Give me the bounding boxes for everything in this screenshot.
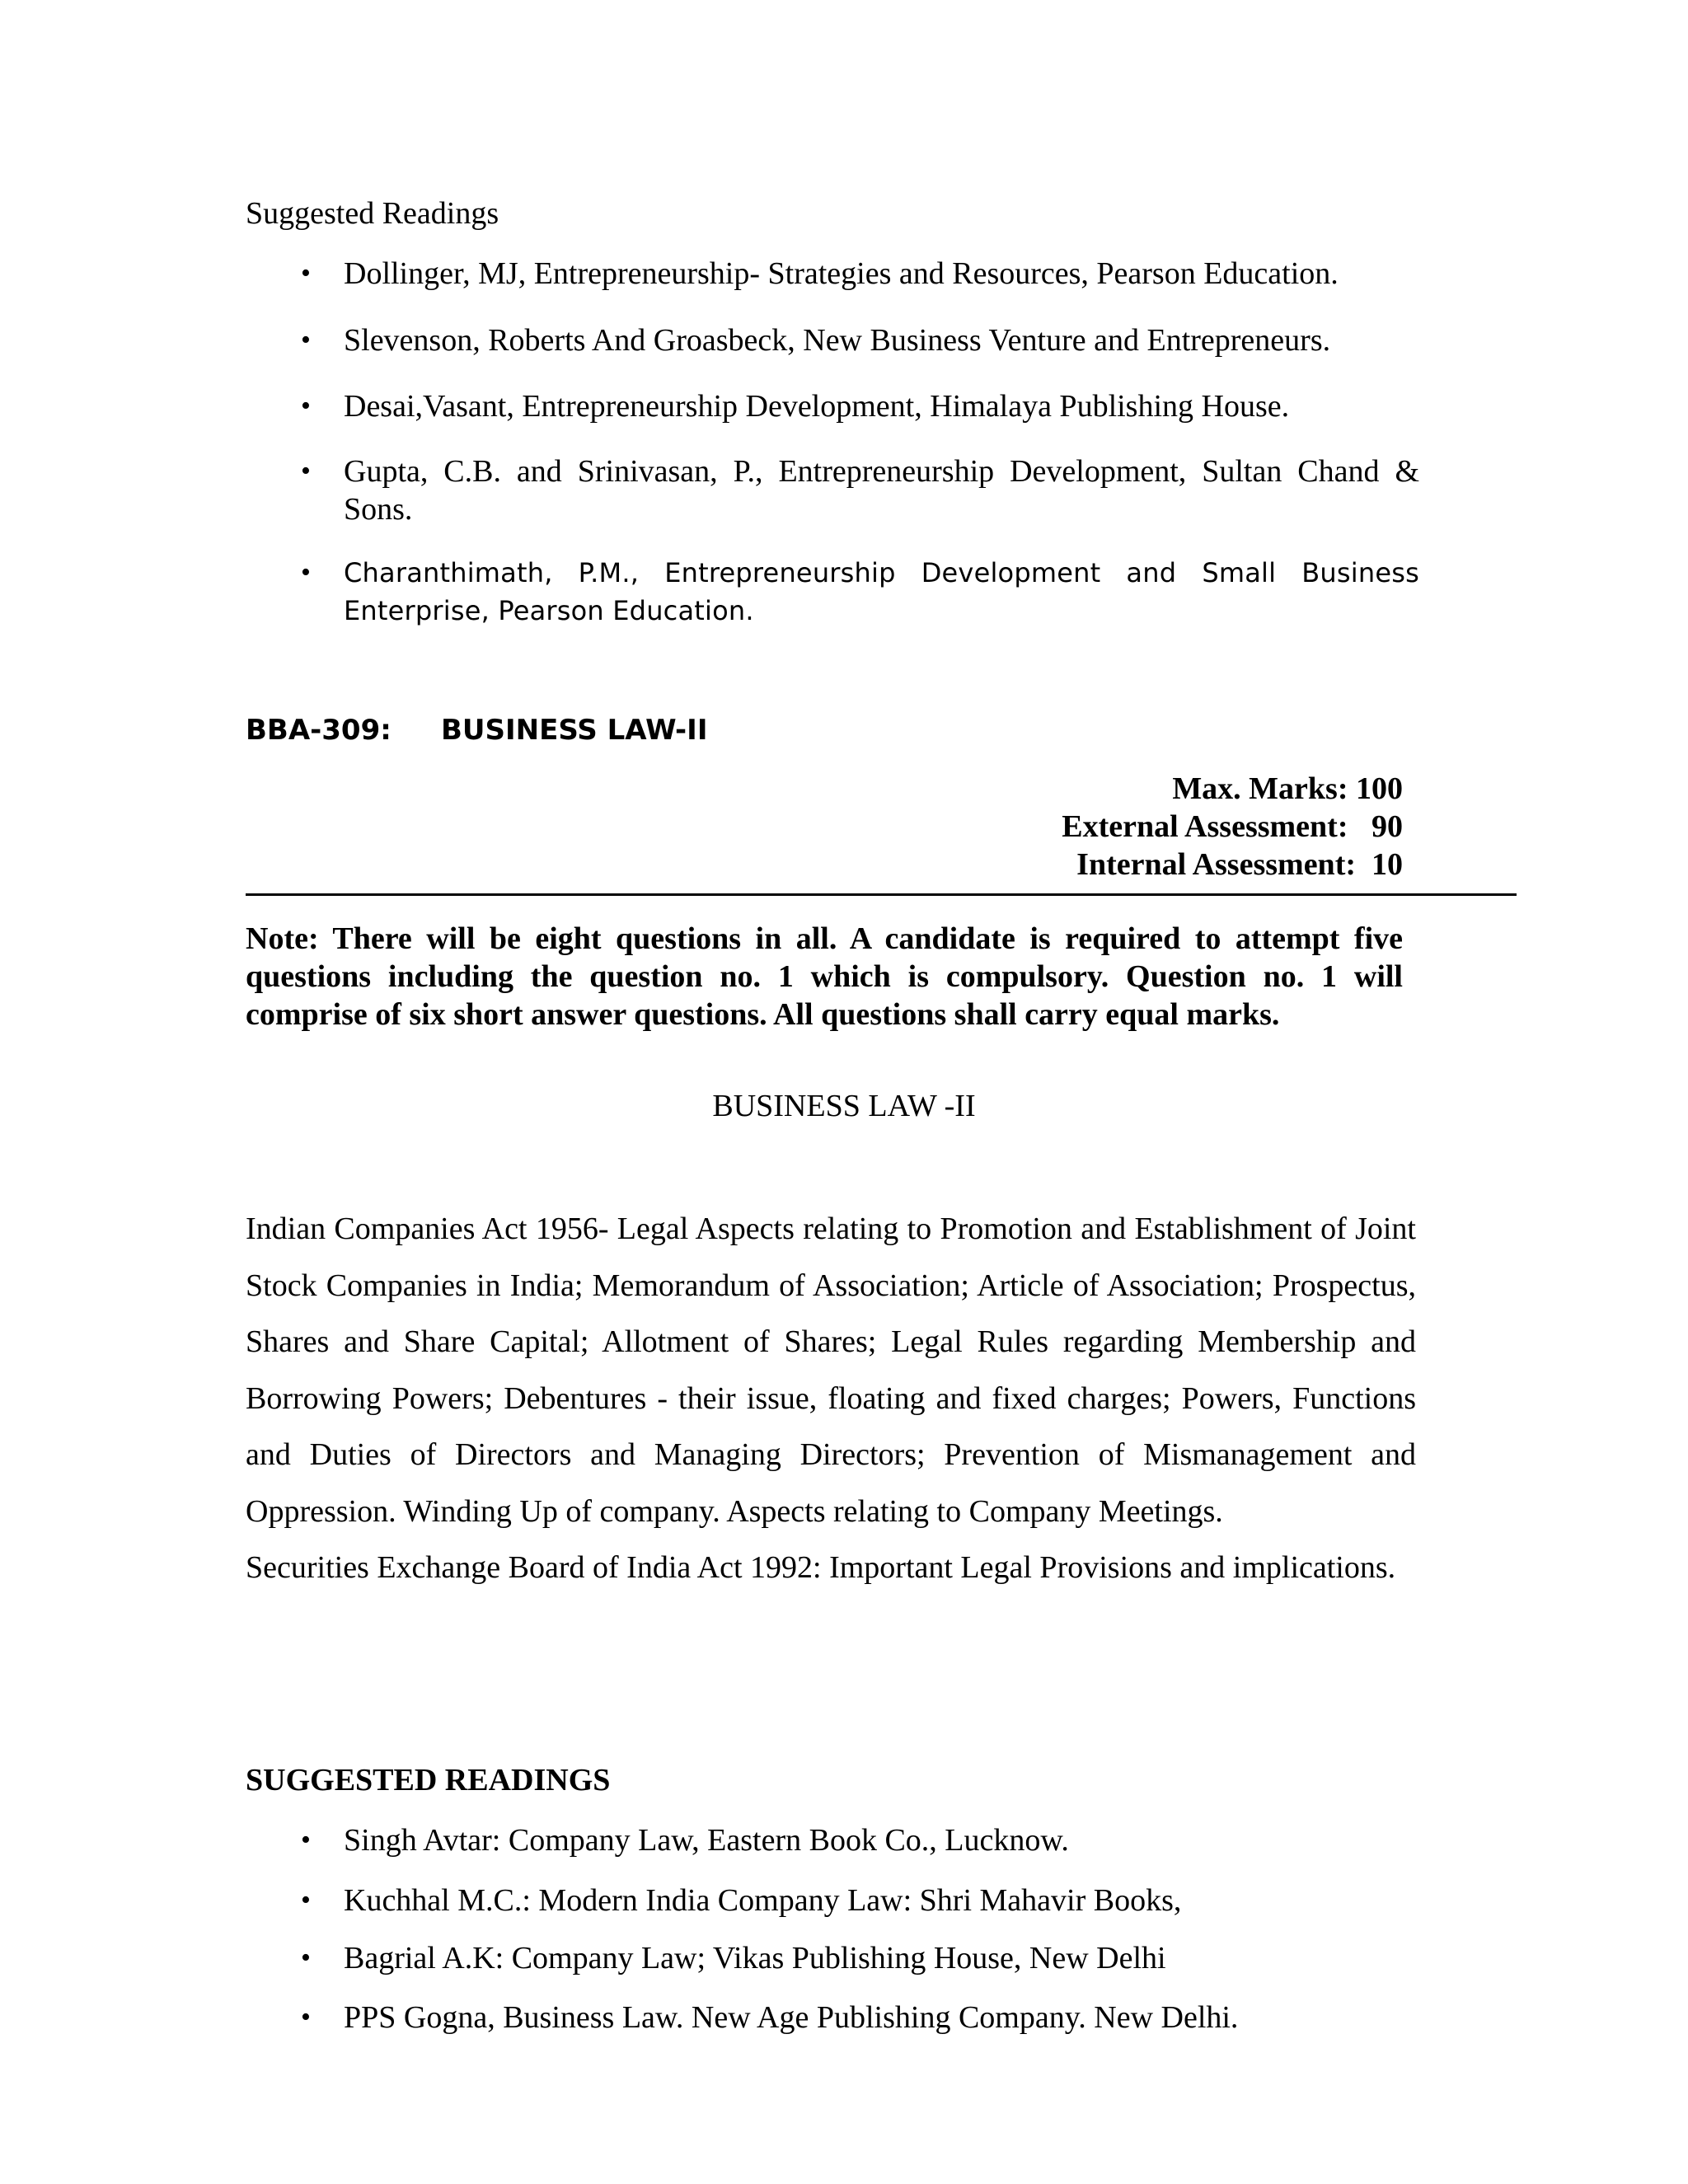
list-item: • Singh Avtar: Company Law, Eastern Book Co., Lucknow. bbox=[301, 1823, 1069, 1858]
list-item: • Gupta, C.B. and Srinivasan, P., Entrepreneurship Development, Sultan Chand & Sons. bbox=[301, 454, 1419, 527]
bullet-icon: • bbox=[301, 456, 311, 486]
list-item: • Kuchhal M.C.: Modern India Company Law: Shri Mahavir Books, bbox=[301, 1883, 1182, 1918]
bullet-icon: • bbox=[301, 391, 311, 421]
syllabus-body bbox=[246, 1201, 1416, 1596]
list-item: • Bagrial A.K: Company Law; Vikas Publishing House, New Delhi bbox=[301, 1941, 1166, 1975]
course-title: BUSINESS LAW-II bbox=[441, 714, 708, 747]
suggested-readings-heading: Suggested Readings bbox=[246, 196, 499, 231]
exam-note: Note: There will be eight questions in all. A candidate is required to attempt five questions including the question no. 1 which is compulsory. Question no. 1 will comprise of six short answer questions. All questions shall carry equal marks. bbox=[246, 921, 1403, 1032]
list-item: • Slevenson, Roberts And Groasbeck, New Business Venture and Entrepreneurs. bbox=[301, 323, 1331, 358]
divider-line bbox=[246, 893, 1517, 896]
syllabus-paragraph: Securities Exchange Board of India Act 1992: Important Legal Provisions and implications. bbox=[246, 1550, 1396, 1585]
bullet-icon: • bbox=[301, 1825, 311, 1855]
list-item: • Desai,Vasant, Entrepreneurship Development, Himalaya Publishing House. bbox=[301, 389, 1290, 424]
syllabus-paragraph: Indian Companies Act 1956- Legal Aspects relating to Promotion and Establishment of Joint Stock Companies in India; Memorandum of Association; Article of Association; Prospectus, Shares and Share Capital; Allotment of Shares; Legal Rules regarding Membership and Borrowing Powers; Debentures - their issue, floating and fixed charges; Powers, Functions and Duties of Directors and Managing Directors; Prevention of Mismanagement and Oppression. Winding Up of company. Aspects relating to Company Meetings. bbox=[246, 1212, 1416, 1529]
bullet-icon: • bbox=[301, 1885, 311, 1915]
course-code: BBA-309: bbox=[246, 714, 392, 747]
external-assessment: External Assessment: 90 bbox=[1062, 809, 1403, 844]
suggested-readings-heading-bold: SUGGESTED READINGS bbox=[246, 1763, 611, 1797]
bullet-icon: • bbox=[301, 2002, 311, 2032]
bullet-icon: • bbox=[301, 557, 312, 588]
bullet-icon: • bbox=[301, 258, 311, 288]
list-item: • Charanthimath, P.M., Entrepreneurship Development and Small Business Enterprise, Pearson Education. bbox=[344, 554, 1419, 630]
bullet-icon: • bbox=[301, 325, 311, 355]
bullet-icon: • bbox=[301, 1943, 311, 1973]
list-item: • Dollinger, MJ, Entrepreneurship- Strategies and Resources, Pearson Education. bbox=[301, 256, 1339, 291]
subject-title: BUSINESS LAW -II bbox=[712, 1089, 976, 1123]
internal-assessment: Internal Assessment: 10 bbox=[1076, 847, 1403, 882]
list-item: • PPS Gogna, Business Law. New Age Publishing Company. New Delhi. bbox=[301, 2000, 1239, 2035]
max-marks: Max. Marks: 100 bbox=[1172, 771, 1403, 806]
